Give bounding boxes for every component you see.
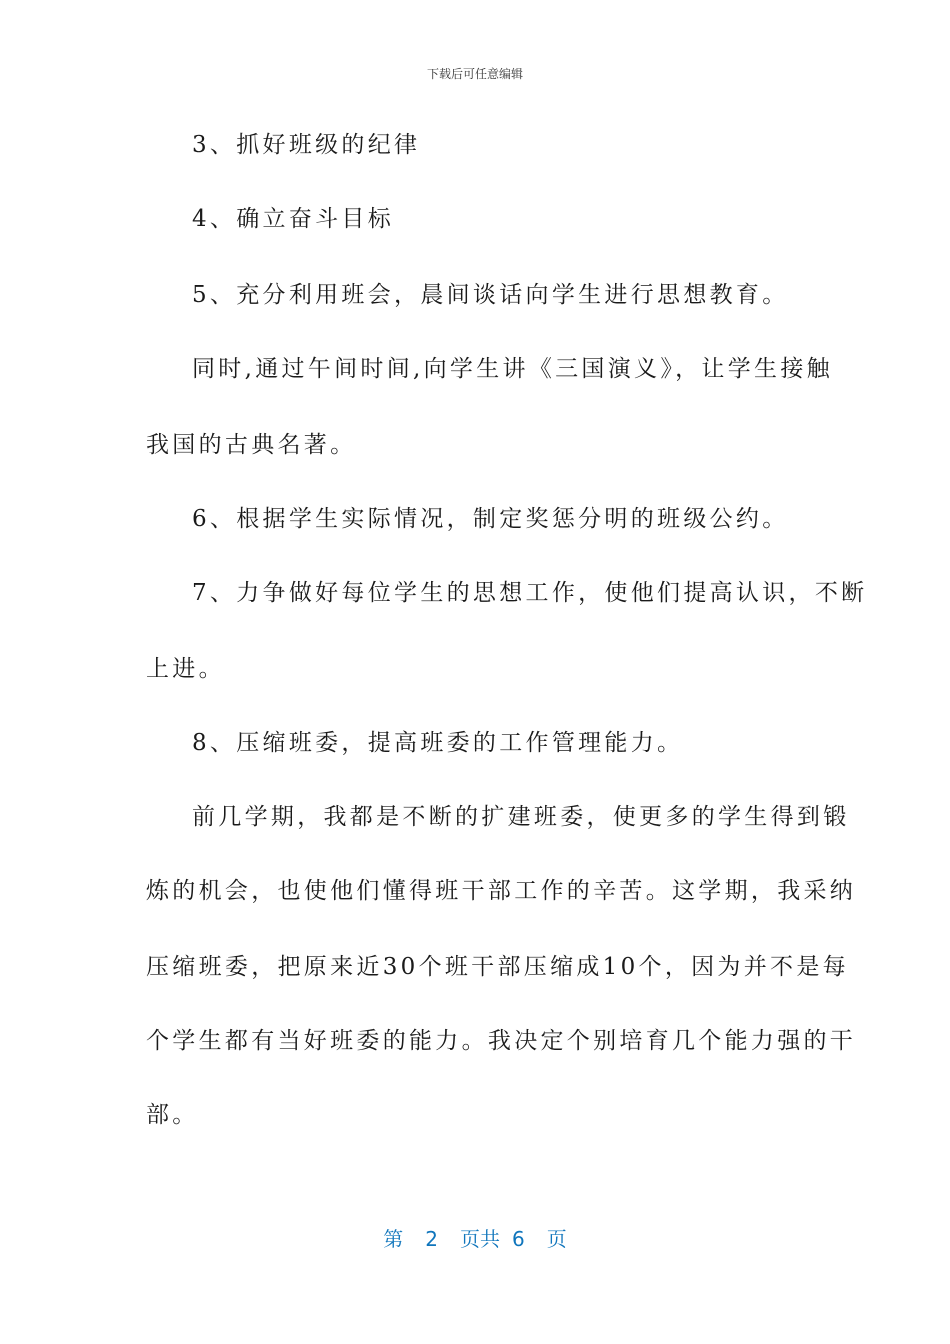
page-footer — [0, 1227, 950, 1251]
page-header: 下载后可任意编辑 — [426, 67, 523, 81]
body-line-14: 部。 — [146, 1102, 199, 1128]
footer-di: 第 — [383, 1227, 404, 1251]
body-line-2: 4、确立奋斗目标 — [192, 206, 395, 232]
footer-total-pages: 6 — [512, 1227, 525, 1251]
body-line-6: 6、根据学生实际情况，制定奖惩分明的班级公约。 — [192, 506, 789, 532]
footer-ye: 页 — [546, 1227, 567, 1251]
footer-ye-gong: 页共 — [460, 1227, 500, 1251]
body-line-4: 同时,通过午间时间,向学生讲《三国演义》，让学生接触 — [192, 356, 833, 382]
body-line-12: 压缩班委，把原来近30个班干部压缩成10个，因为并不是每 — [146, 954, 849, 980]
body-line-10: 前几学期，我都是不断的扩建班委，使更多的学生得到锻 — [192, 804, 850, 830]
body-line-3: 5、充分利用班会，晨间谈话向学生进行思想教育。 — [192, 282, 789, 308]
body-line-11: 炼的机会，也使他们懂得班干部工作的辛苦。这学期，我采纳 — [146, 878, 857, 904]
body-line-7: 7、力争做好每位学生的思想工作，使他们提高认识，不断 — [192, 580, 868, 606]
body-line-1: 3、抓好班级的纪律 — [192, 132, 421, 158]
body-line-8: 上进。 — [146, 656, 225, 682]
footer-current-page: 2 — [425, 1227, 438, 1251]
body-line-13: 个学生都有当好班委的能力。我决定个别培育几个能力强的干 — [146, 1028, 857, 1054]
body-line-9: 8、压缩班委，提高班委的工作管理能力。 — [192, 730, 684, 756]
body-line-5: 我国的古典名著。 — [146, 432, 357, 458]
